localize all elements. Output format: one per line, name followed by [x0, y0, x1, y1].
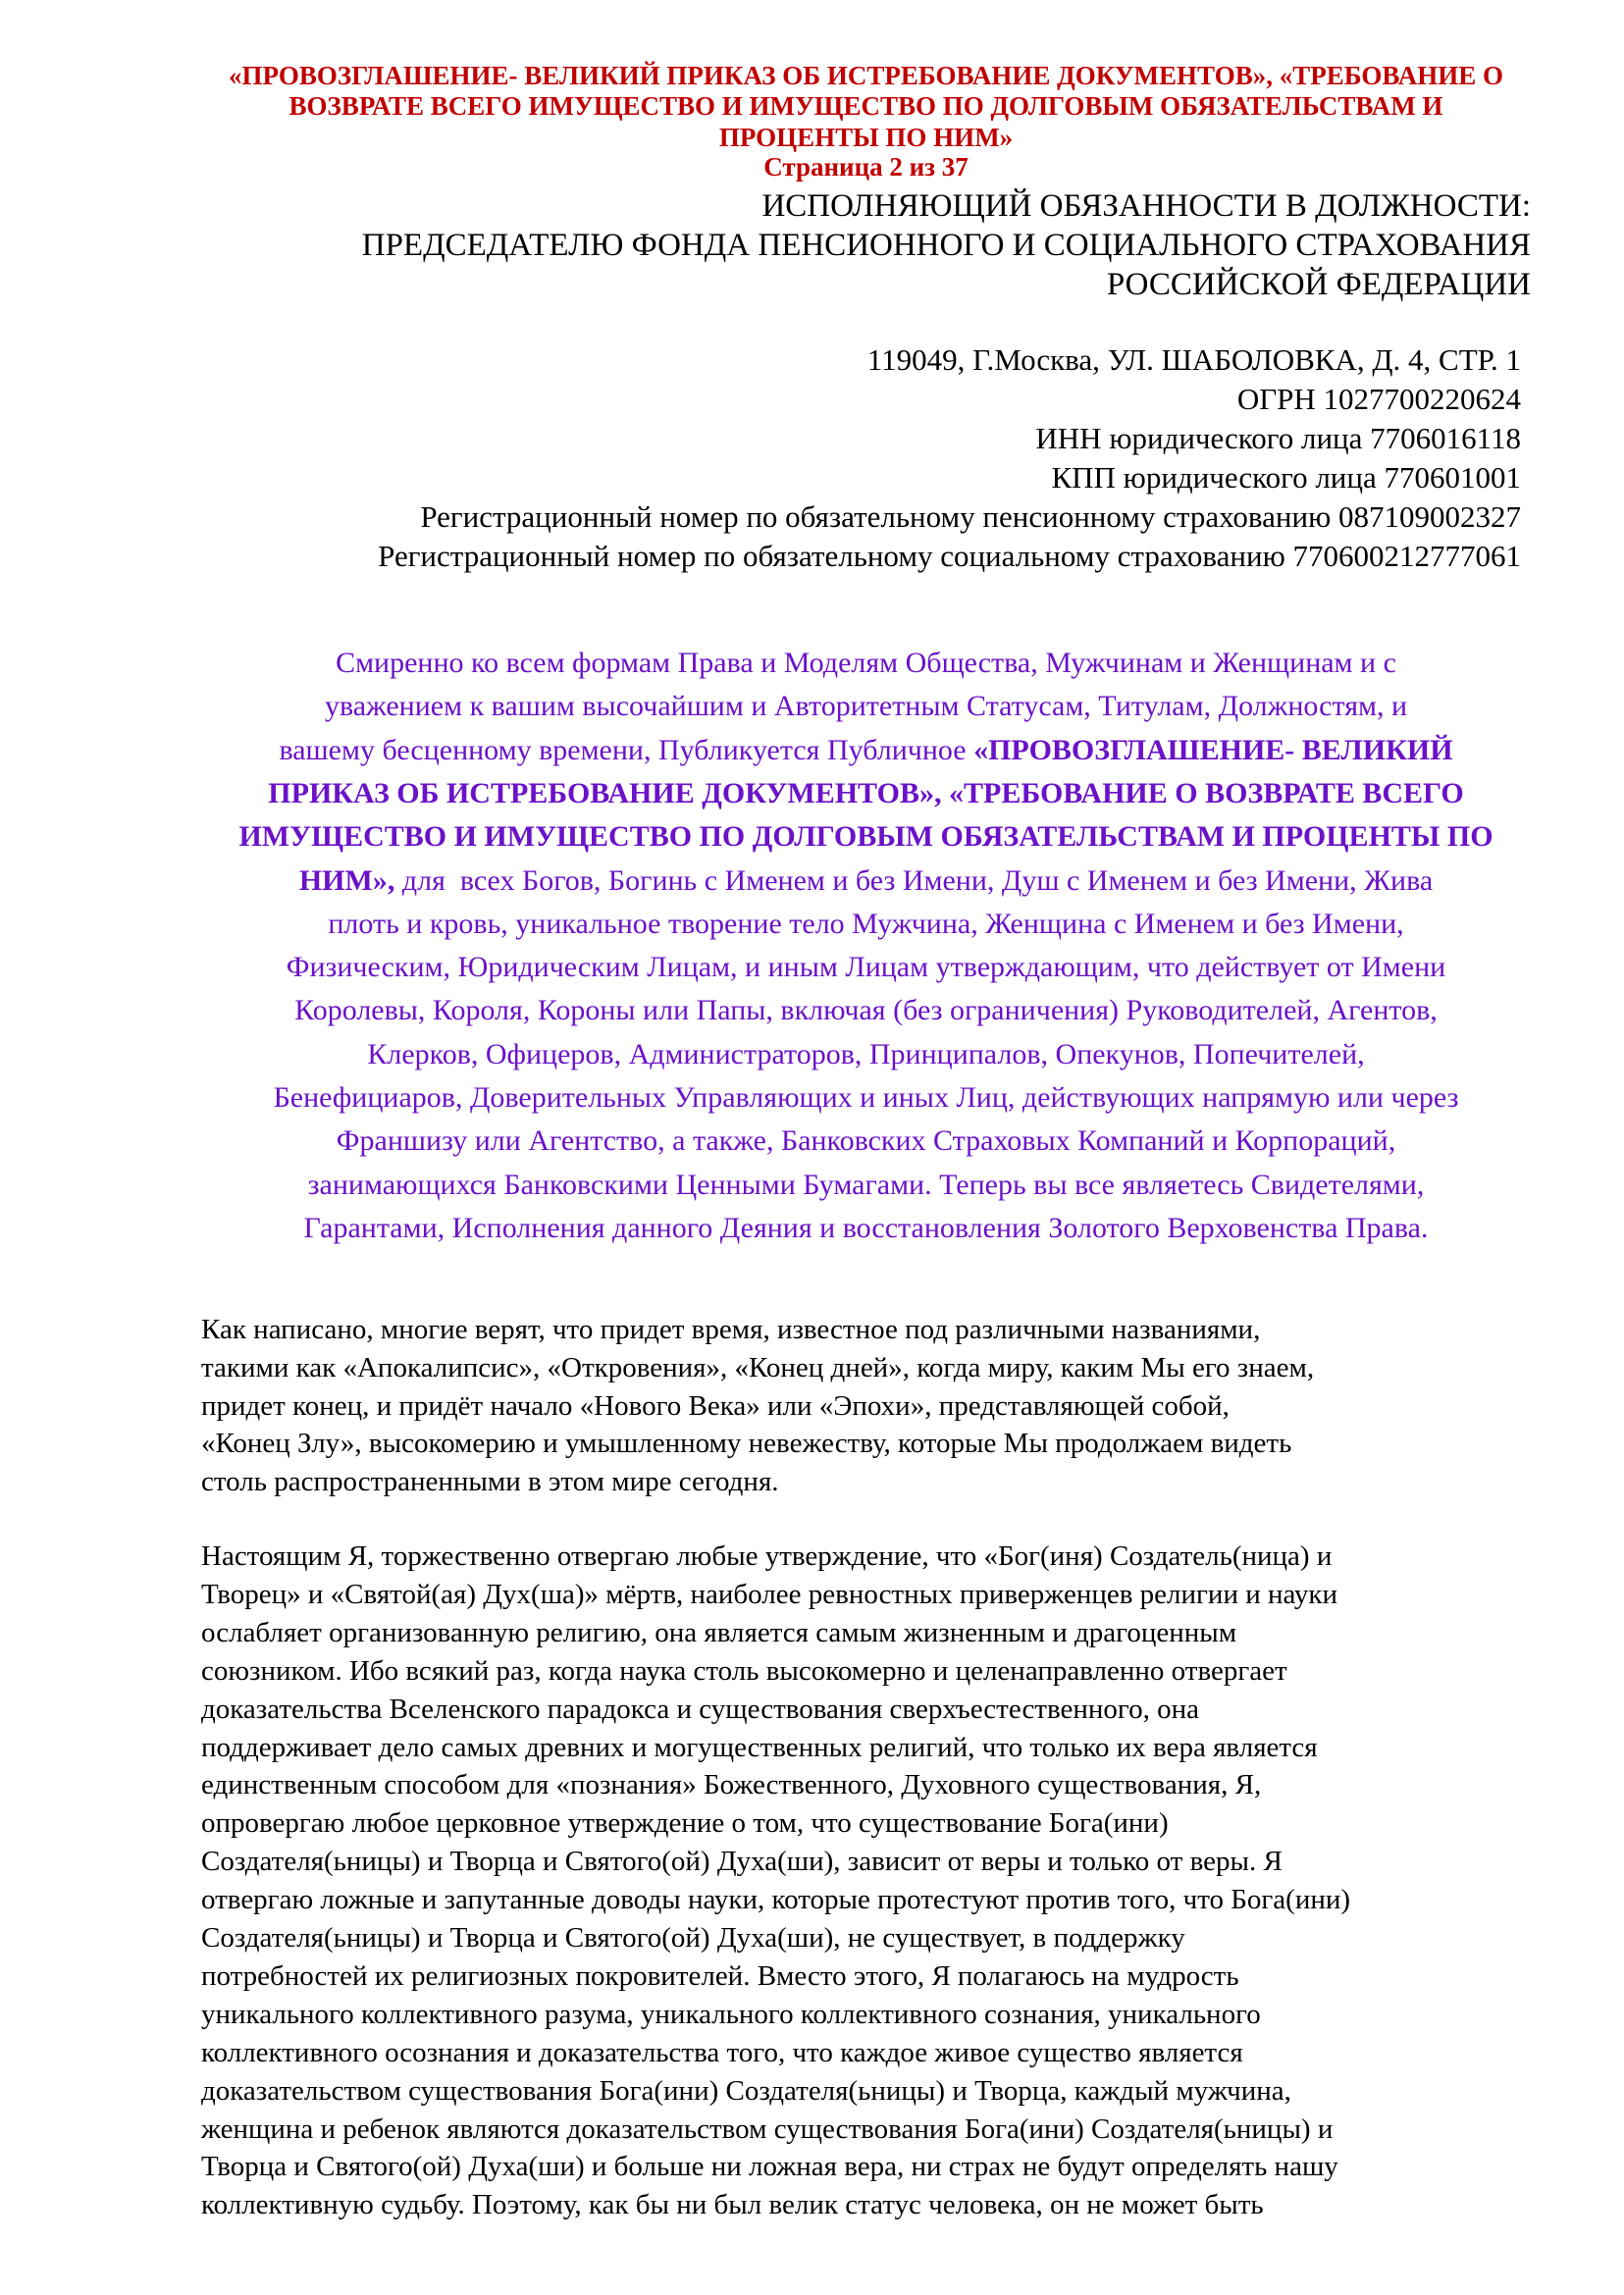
body-line: единственным способом для «познания» Божественного, Духовного существования, Я,: [201, 1769, 1262, 1801]
preamble-line: [201, 1124, 1531, 1158]
body-line: Творца и Святого(ой) Духа(ши) и больше ни ложная вера, ни страх не будут определять нашу: [201, 2151, 1338, 2183]
recipient-line: ПРЕДСЕДАТЕЛЮ ФОНДА ПЕНСИОННОГО И СОЦИАЛЬНОГО СТРАХОВАНИЯ: [361, 228, 1531, 263]
preamble-text: вашему бесценному времени, Публикуется Публичное: [279, 733, 974, 766]
title-line: ПРОЦЕНТЫ ПО НИМ»: [718, 123, 1014, 152]
preamble-text: Смиренно ко всем формам Права и Моделям Общества, Мужчинам и Женщинам и с: [336, 647, 1396, 679]
body-line: уникального коллективного разума, уникального коллективного сознания, уникального: [201, 1998, 1261, 2030]
body-line: Как написано, многие верят, что придет время, известное под различными названиями,: [201, 1314, 1261, 1345]
social-reg-line: Регистрационный номер по обязательному социальному страхованию 770600212777061: [378, 539, 1521, 573]
body-line: коллективного осознания и доказательства того, что каждое живое существо является: [201, 2036, 1243, 2068]
body-line: Настоящим Я, торжественно отвергаю любые утверждение, что «Бог(иня) Создатель(ница) и: [201, 1540, 1333, 1572]
preamble-line: [201, 1212, 1531, 1245]
recipient-line: РОССИЙСКОЙ ФЕДЕРАЦИИ: [1106, 267, 1531, 302]
preamble-text: Королевы, Короля, Короны или Папы, включая (без ограничения) Руководителей, Агентов,: [294, 994, 1438, 1027]
body-line: опровергаю любое церковное утверждение о том, что существование Бога(ини): [201, 1807, 1169, 1840]
preamble-line: [201, 647, 1531, 680]
address-line: 119049, Г.Москва, УЛ. ШАБОЛОВКА, Д. 4, СТР. 1: [866, 342, 1521, 377]
body-line: Создателя(ьницы) и Творца и Святого(ой) Духа(ши), зависит от веры и только от веры. Я: [201, 1846, 1283, 1878]
preamble-bold-text: «ПРОВОЗГЛАШЕНИЕ- ВЕЛИКИЙ: [973, 733, 1453, 766]
page-number-label: Страница 2 из 37: [763, 152, 969, 182]
body-line: придет конец, и придёт начало «Нового Века» или «Эпохи», представляющей собой,: [201, 1389, 1230, 1422]
preamble-line: [201, 864, 1531, 898]
preamble-text: плоть и кровь, уникальное творение тело Мужчина, Женщина с Именем и без Имени,: [328, 907, 1404, 940]
body-line: потребностей их религиозных покровителей. Вместо этого, Я полагаюсь на мудрость: [201, 1959, 1239, 1992]
preamble-line: [201, 820, 1531, 854]
body-line: доказательством существования Бога(ини) Создателя(ьницы) и Творца, каждый мужчина,: [201, 2074, 1291, 2107]
preamble-line: [201, 734, 1531, 767]
preamble-line: [201, 951, 1531, 984]
recipient-line: ИСПОЛНЯЮЩИЙ ОБЯЗАННОСТИ В ДОЛЖНОСТИ:: [761, 188, 1531, 224]
preamble-bold-text: ПРИКАЗ ОБ ИСТРЕБОВАНИЕ ДОКУМЕНТОВ», «ТРЕБОВАНИЕ О ВОЗВРАТЕ ВСЕГО: [268, 776, 1464, 809]
preamble-line: [201, 777, 1531, 810]
preamble-bold-text: НИМ»,: [298, 863, 395, 897]
preamble-line: [201, 1169, 1531, 1202]
title-line: ВОЗВРАТЕ ВСЕГО ИМУЩЕСТВО И ИМУЩЕСТВО ПО ДОЛГОВЫМ ОБЯЗАТЕЛЬСТВАМ И: [288, 91, 1443, 121]
body-line: поддерживает дело самых древних и могущественных религий, что только их вера является: [201, 1731, 1318, 1763]
preamble-line: [201, 1038, 1531, 1071]
preamble-text: занимающихся Банковскими Ценными Бумагами. Теперь вы все являетесь Свидетелями,: [307, 1168, 1425, 1201]
body-line: Творец» и «Святой(ая) Дух(ша)» мёртв, наиболее ревностных приверженцев религии и науки: [201, 1578, 1338, 1610]
body-line: отвергаю ложные и запутанные доводы науки, которые протестуют против того, что Бога(ини): [201, 1884, 1351, 1916]
preamble-line: [201, 994, 1531, 1027]
body-line: коллективную судьбу. Поэтому, как бы ни был велик статус человека, он не может быть: [201, 2189, 1264, 2221]
preamble-text: Гарантами, Исполнения данного Деяния и восстановления Золотого Верховенства Права.: [303, 1211, 1429, 1244]
title-line: «ПРОВОЗГЛАШЕНИЕ- ВЕЛИКИЙ ПРИКАЗ ОБ ИСТРЕБОВАНИЕ ДОКУМЕНТОВ», «ТРЕБОВАНИЕ О: [229, 61, 1503, 90]
body-line: доказательства Вселенского парадокса и существования сверхъестественного, она: [201, 1693, 1199, 1725]
inn-line: ИНН юридического лица 7706016118: [1035, 421, 1521, 455]
preamble-text: Физическим, Юридическим Лицам, и иным Лицам утверждающим, что действует от Имени: [286, 951, 1446, 984]
body-line: Создателя(ьницы) и Творца и Святого(ой) Духа(ши), не существует, в поддержку: [201, 1922, 1185, 1954]
preamble-text: Бенефициаров, Доверительных Управляющих и иных Лиц, действующих напрямую или через: [273, 1081, 1459, 1114]
pension-reg-line: Регистрационный номер по обязательному пенсионному страхованию 087109002327: [420, 499, 1521, 534]
preamble-text: Франшизу или Агентство, а также, Банковских Страховых Компаний и Корпораций,: [336, 1124, 1396, 1158]
body-line: «Конец Злу», высокомерию и умышленному невежеству, которые Мы продолжаем видеть: [201, 1428, 1292, 1460]
body-line: ослабляет организованную религию, она является самым жизненным и драгоценным: [201, 1616, 1237, 1648]
preamble-text: уважением к вашим высочайшим и Авторитетным Статусам, Титулам, Должностям, и: [324, 690, 1408, 723]
preamble-line: [201, 908, 1531, 941]
kpp-line: КПП юридического лица 770601001: [1051, 460, 1521, 495]
preamble-line: [201, 1081, 1531, 1115]
preamble-line: [201, 690, 1531, 723]
preamble-text: Клерков, Офицеров, Администраторов, Принципалов, Опекунов, Попечителей,: [367, 1037, 1365, 1070]
ogrn-line: ОГРН 1027700220624: [1236, 382, 1521, 416]
body-line: женщина и ребенок являются доказательством существования Бога(ини) Создателя(ьницы) и: [201, 2112, 1334, 2145]
body-line: союзником. Ибо всякий раз, когда наука столь высокомерно и целенаправленно отвергает: [201, 1654, 1287, 1687]
preamble-bold-text: ИМУЩЕСТВО И ИМУЩЕСТВО ПО ДОЛГОВЫМ ОБЯЗАТЕЛЬСТВАМ И ПРОЦЕНТЫ ПО: [238, 820, 1493, 854]
body-line: такими как «Апокалипсис», «Откровения», «Конец дней», когда миру, каким Мы его знаем,: [201, 1351, 1315, 1383]
preamble-text: для всех Богов, Богинь с Именем и без Имени, Душ с Именем и без Имени, Жива: [394, 863, 1434, 897]
body-line: столь распространенными в этом мире сегодня.: [201, 1466, 779, 1498]
